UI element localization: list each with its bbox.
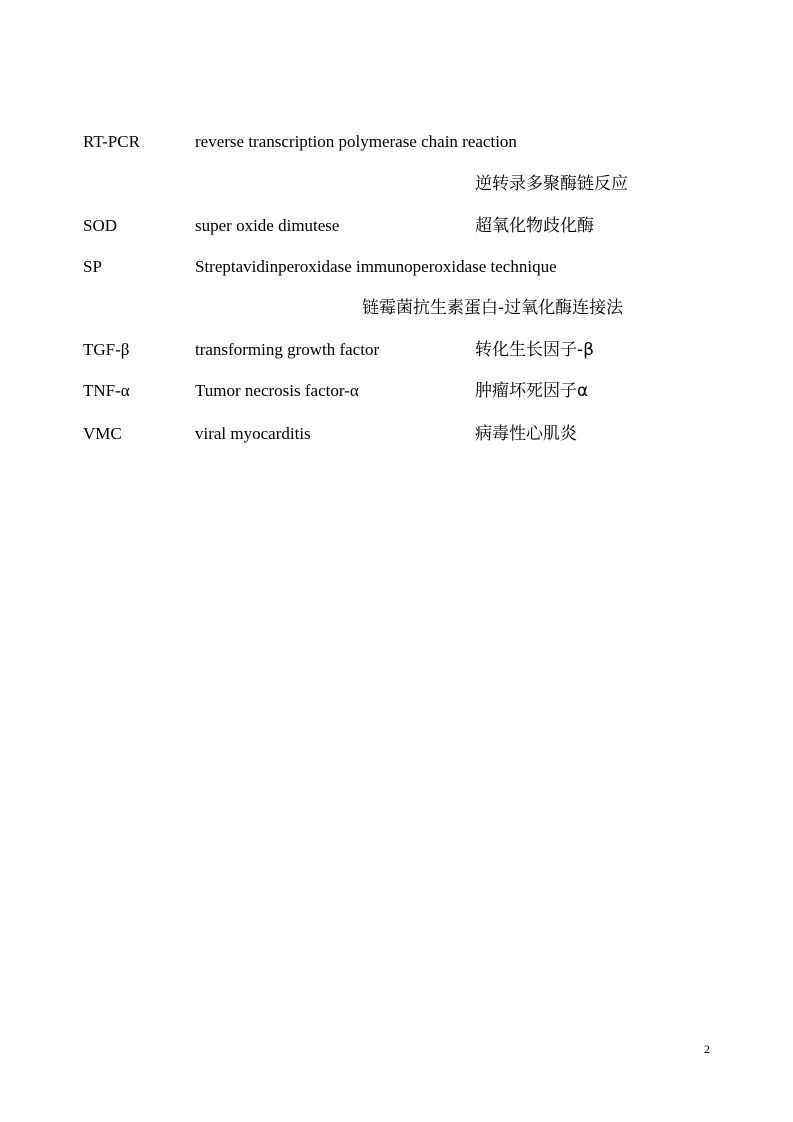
chinese-term: 病毒性心肌炎: [475, 424, 577, 444]
abbreviation: TGF-β: [83, 340, 130, 359]
abbreviation: TNF-α: [83, 381, 130, 400]
english-term: reverse transcription polymerase chain reaction: [195, 132, 517, 151]
glossary-row-sp: [0, 253, 793, 281]
glossary-row-tnf-alpha: [0, 377, 793, 405]
glossary-row-tgf-beta: [0, 336, 793, 364]
english-term: transforming growth factor: [195, 340, 380, 359]
glossary-row-sod: [0, 212, 793, 240]
english-term: super oxide dimutese: [195, 216, 340, 235]
chinese-term: 超氧化物歧化酶: [475, 216, 594, 236]
chinese-term: 链霉菌抗生素蛋白-过氧化酶连接法: [362, 298, 624, 318]
glossary-row-rt-pcr-translation: [0, 170, 793, 198]
page-number: 2: [704, 1042, 710, 1056]
abbreviation: SOD: [83, 216, 118, 235]
glossary-row-vmc: [0, 420, 793, 448]
glossary-row-rt-pcr: [0, 128, 793, 156]
chinese-term: 转化生长因子-β: [475, 340, 594, 360]
chinese-term: 逆转录多聚酶链反应: [475, 174, 628, 194]
english-term: Tumor necrosis factor-α: [195, 381, 359, 400]
abbreviation: SP: [83, 257, 102, 276]
english-term: viral myocarditis: [195, 424, 311, 443]
abbreviation: RT-PCR: [83, 132, 140, 151]
english-term: Streptavidinperoxidase immunoperoxidase technique: [195, 257, 557, 276]
glossary-row-sp-translation: [0, 294, 793, 322]
chinese-term: 肿瘤坏死因子α: [475, 381, 589, 401]
abbreviation: VMC: [83, 424, 122, 443]
